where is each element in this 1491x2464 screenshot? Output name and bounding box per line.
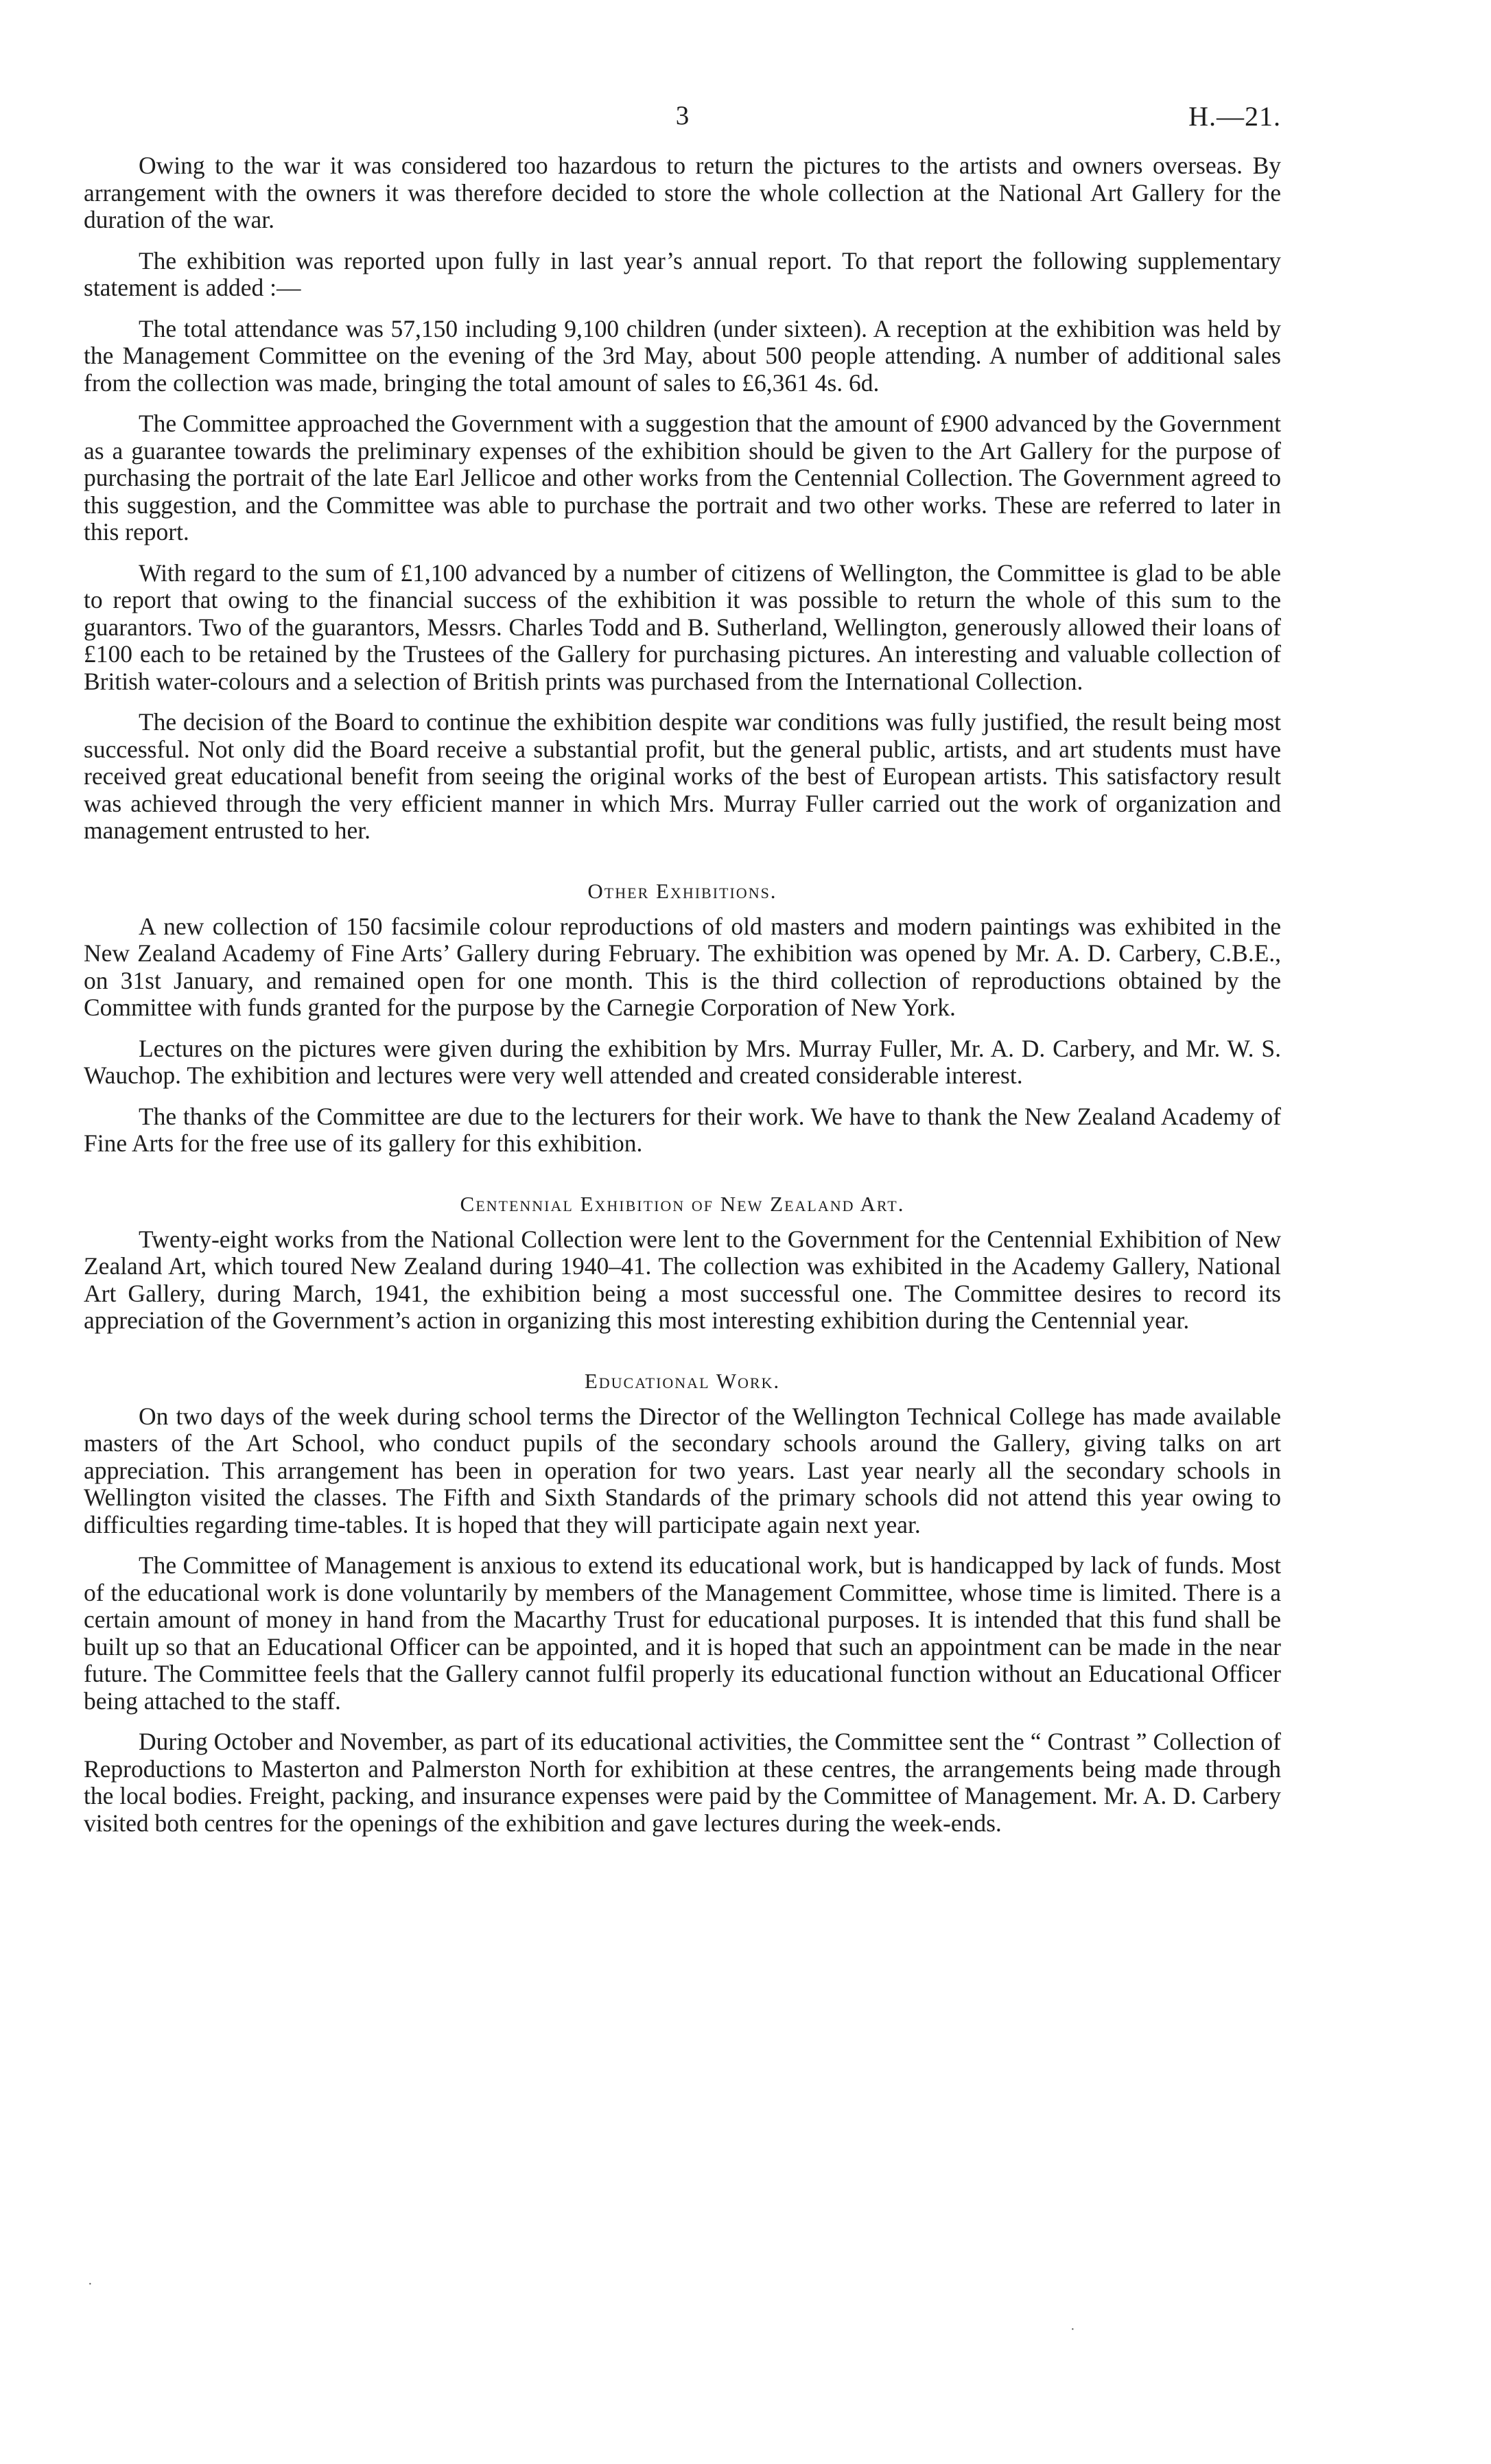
- section-heading-centennial-exhibition: Centennial Exhibition of New Zealand Art.: [460, 1191, 905, 1216]
- paragraph: Owing to the war it was considered too hazardous to return the pictures to the artists and owners overseas. By arrangement with the owners it was therefore decided to store the whole collection at the National Art Gallery for the duration of the war.: [84, 152, 1281, 233]
- paragraph: With regard to the sum of £1,100 advanced by a number of citizens of Wellington, the Committee is glad to be able to report that owing to the financial success of the exhibition it was possible to return the whole of this sum to the guarantors. Two of the guarantors, Messrs. Charles Todd and B. Sutherland, Wellington, generously allowed their loans of £100 each to be retained by the Trustees of the Gallery for purchasing pictures. An interesting and valuable collection of British water-colours and a selection of British prints was purchased from the International Collection.: [84, 559, 1281, 695]
- paragraph: A new collection of 150 facsimile colour reproductions of old masters and modern paintings was exhibited in the New Zealand Academy of Fine Arts’ Gallery during February. The exhibition was opened by Mr. A. D. Carbery, C.B.E., on 31st January, and remained open for one month. This is the third collection of reproductions obtained by the Committee with funds granted for the purpose by the Carnegie Corporation of New York.: [84, 912, 1281, 1021]
- paragraph: The Committee approached the Government with a suggestion that the amount of £900 advanced by the Government as a guarantee towards the preliminary expenses of the exhibition should be given to the Art Gallery for the purpose of purchasing the portrait of the late Earl Jellicoe and other works from the Centennial Collection. The Government agreed to this suggestion, and the Committee was able to purchase the portrait and two other works. These are referred to later in this report.: [84, 410, 1281, 545]
- section-heading-other-exhibitions: Other Exhibitions.: [587, 878, 777, 903]
- scan-speck: ·: [1070, 2322, 1075, 2337]
- paragraph: The total attendance was 57,150 including 9,100 children (under sixteen). A reception at the exhibition was held by the Management Committee on the evening of the 3rd May, about 500 people attending. A number of additional sales from the collection was made, bringing the total amount of sales to £6,361 4s. 6d.: [84, 314, 1281, 397]
- paragraph: Lectures on the pictures were given during the exhibition by Mrs. Murray Fuller, Mr. A. D. Carbery, and Mr. W. S. Wauchop. The exhibition and lectures were very well attended and created considerable interest.: [84, 1034, 1281, 1089]
- paragraph: The thanks of the Committee are due to the lecturers for their work. We have to thank the New Zealand Academy of Fine Arts for the free use of its gallery for this exhibition.: [84, 1102, 1281, 1157]
- paragraph: During October and November, as part of its educational activities, the Committee sent the “ Contrast ” Collection of Reproductions to Masterton and Palmerston North for exhibition at these centres, the arrangements being made through the local bodies. Freight, packing, and insurance expenses were paid by the Committee of Management. Mr. A. D. Carbery visited both centres for the openings of the exhibition and gave lectures during the week-ends.: [84, 1728, 1281, 1837]
- paragraph: Twenty-eight works from the National Collection were lent to the Government for the Centennial Exhibition of New Zealand Art, which toured New Zealand during 1940–41. The collection was exhibited in the Academy Gallery, National Art Gallery, during March, 1941, the exhibition being a most successful one. The Committee desires to record its appreciation of the Government’s action in organizing this most interesting exhibition during the Centennial year.: [84, 1225, 1281, 1334]
- paragraph: The exhibition was reported upon fully in last year’s annual report. To that report the following supplementary statement is added :—: [84, 246, 1281, 301]
- paragraph: On two days of the week during school terms the Director of the Wellington Technical College has made available masters of the Art School, who conduct pupils of the secondary schools around the Gallery, giving talks on art appreciation. This arrangement has been in operation for two years. Last year nearly all the secondary schools in Wellington visited the classes. The Fifth and Sixth Standards of the primary schools did not attend this year owing to difficulties regarding time-tables. It is hoped that they will participate again next year.: [84, 1402, 1281, 1538]
- paragraph: The Committee of Management is anxious to extend its educational work, but is handicapped by lack of funds. Most of the educational work is done voluntarily by members of the Management Committee, whose time is limited. There is a certain amount of money in hand from the Macarthy Trust for educational purposes. It is intended that this fund shall be built up so that an Educational Officer can be appointed, and it is hoped that such an appointment can be made in the near future. The Committee feels that the Gallery cannot fulfil properly its educational function without an Educational Officer being attached to the staff.: [84, 1551, 1281, 1715]
- document-reference: H.—21.: [1188, 101, 1281, 132]
- scan-speck: ·: [88, 2277, 93, 2292]
- section-heading-educational-work: Educational Work.: [584, 1368, 781, 1393]
- page-number: 3: [675, 101, 690, 130]
- paragraph: The decision of the Board to continue the exhibition despite war conditions was fully justified, the result being most successful. Not only did the Board receive a substantial profit, but the general public, artists, and art students must have received great educational benefit from seeing the original works of the best of European artists. This satisfactory result was achieved through the very efficient manner in which Mrs. Murray Fuller carried out the work of organization and management entrusted to her.: [84, 708, 1281, 844]
- body-text: [84, 152, 1281, 1851]
- page-header: [84, 100, 1281, 141]
